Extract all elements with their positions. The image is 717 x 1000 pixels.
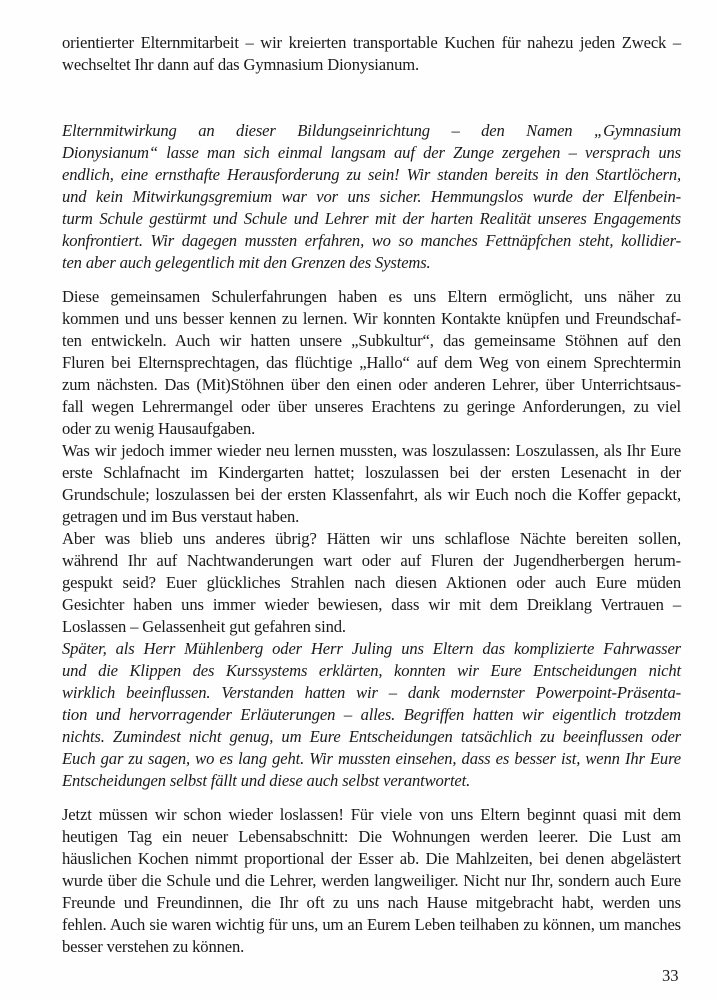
text-line: häuslichen Kochen nimmt proportional der Esser ab. Die Mahlzeiten, bei denen abgelästert bbox=[62, 849, 681, 868]
text-line: und kein Mitwirkungsgremium war vor uns sicher. Hemmungslos wurde der Elfenbein- bbox=[62, 187, 681, 206]
text-line: Dionysianum“ lasse man sich einmal langsam auf der Zunge zergehen – versprach uns bbox=[62, 143, 681, 162]
page-number: 33 bbox=[662, 966, 679, 985]
text-line: wechseltet Ihr dann auf das Gymnasium Dionysianum. bbox=[62, 55, 420, 74]
text-line: Was wir jedoch immer wieder neu lernen mussten, was loszulassen: Loszulassen, als Ihr Eure bbox=[62, 441, 681, 460]
text-line: getragen und im Bus verstaut haben. bbox=[62, 507, 300, 526]
text-line: endlich, eine ernsthafte Herausforderung zu sein! Wir standen bereits in den Startlöchern, bbox=[62, 165, 681, 184]
text-line: Grundschule; loszulassen bei der ersten Klassenfahrt, als wir Euch noch die Koffer gepackt, bbox=[62, 485, 681, 504]
text-line: gespukt seid? Euer glückliches Strahlen nach diesen Aktionen oder auch Eure müden bbox=[62, 573, 681, 592]
text-line: Freunde und Freundinnen, die Ihr oft zu uns nach Hause mitgebracht habt, werden uns bbox=[62, 893, 681, 912]
text-line: Diese gemeinsamen Schulerfahrungen haben es uns Eltern ermöglicht, uns näher zu bbox=[62, 287, 681, 306]
text-line: Euch gar zu sagen, wo es lang geht. Wir mussten einsehen, dass es besser ist, wenn Ihr Eure bbox=[62, 749, 681, 768]
text-line: Gesichter haben uns immer wieder bewiesen, dass wir mit dem Dreiklang Vertrauen – bbox=[62, 595, 681, 614]
text-line: nichts. Zumindest nicht genug, um Eure Entscheidungen tatsächlich zu beeinflussen oder bbox=[62, 727, 681, 746]
text-line: tion und hervorragender Erläuterungen – alles. Begriffen hatten wir eigentlich trotzdem bbox=[62, 705, 681, 724]
text-line: Aber was blieb uns anderes übrig? Hätten wir uns schlaflose Nächte bereiten sollen, bbox=[62, 529, 681, 548]
text-line: besser verstehen zu können. bbox=[62, 937, 245, 956]
text-line: und die Klippen des Kurssystems erklärten, konnten wir Eure Entscheidungen nicht bbox=[62, 661, 681, 680]
text-line: fall wegen Lehrermangel oder über unseres Erachtens zu geringe Anforderungen, zu viel bbox=[62, 397, 681, 416]
text-line: Entscheidungen selbst fällt und diese auch selbst verantwortet. bbox=[62, 771, 471, 790]
text-line: fehlen. Auch sie waren wichtig für uns, um an Eurem Leben teilhaben zu können, um manches bbox=[62, 915, 681, 934]
text-line: konfrontiert. Wir dagegen mussten erfahren, wo so manches Fettnäpfchen steht, kollidier- bbox=[62, 231, 681, 250]
text-line: wirklich beeinflussen. Verstanden hatten wir – dank modernster Powerpoint-Präsenta- bbox=[62, 683, 681, 702]
text-line: turm Schule gestürmt und Schule und Lehrer mit der harten Realität unseres Engagements bbox=[62, 209, 681, 228]
text-line: zum nächsten. Das (Mit)Stöhnen über den einen oder anderen Lehrer, über Unterrichtsaus- bbox=[62, 375, 681, 394]
text-line: ten entwickeln. Auch wir hatten unsere „Subkultur“, das gemeinsame Stöhnen auf den bbox=[62, 331, 681, 350]
text-line: ten aber auch gelegentlich mit den Grenzen des Systems. bbox=[62, 253, 431, 272]
text-line: Später, als Herr Mühlenberg oder Herr Juling uns Eltern das komplizierte Fahrwasser bbox=[62, 639, 681, 658]
text-line: Jetzt müssen wir schon wieder loslassen! Für viele von uns Eltern beginnt quasi mit dem bbox=[62, 805, 681, 824]
text-line: kommen und uns besser kennen zu lernen. Wir konnten Kontakte knüpfen und Freundschaf- bbox=[62, 309, 681, 328]
text-line: Fluren bei Elternsprechtagen, das flüchtige „Hallo“ auf dem Weg von einem Sprechtermin bbox=[62, 353, 681, 372]
text-line: Elternmitwirkung an dieser Bildungseinrichtung – den Namen „Gymnasium bbox=[62, 121, 681, 140]
text-line: orientierter Elternmitarbeit – wir kreierten transportable Kuchen für nahezu jeden Zweck – bbox=[62, 33, 681, 52]
text-line: während Ihr auf Nachtwanderungen wart oder auf Fluren der Jugendherbergen herum- bbox=[62, 551, 681, 570]
text-line: Loslassen – Gelassenheit gut gefahren sind. bbox=[62, 617, 346, 636]
text-line: oder zu wenig Hausaufgaben. bbox=[62, 419, 256, 438]
text-line: erste Schlafnacht im Kindergarten hattet; loszulassen bei der ersten Lesenacht in der bbox=[62, 463, 681, 482]
text-line: heutigen Tag ein neuer Lebensabschnitt: Die Wohnungen werden leerer. Die Lust am bbox=[62, 827, 681, 846]
text-line: wurde über die Schule und die Lehrer, werden langweiliger. Nicht nur Ihr, sondern auch Eure bbox=[62, 871, 681, 890]
